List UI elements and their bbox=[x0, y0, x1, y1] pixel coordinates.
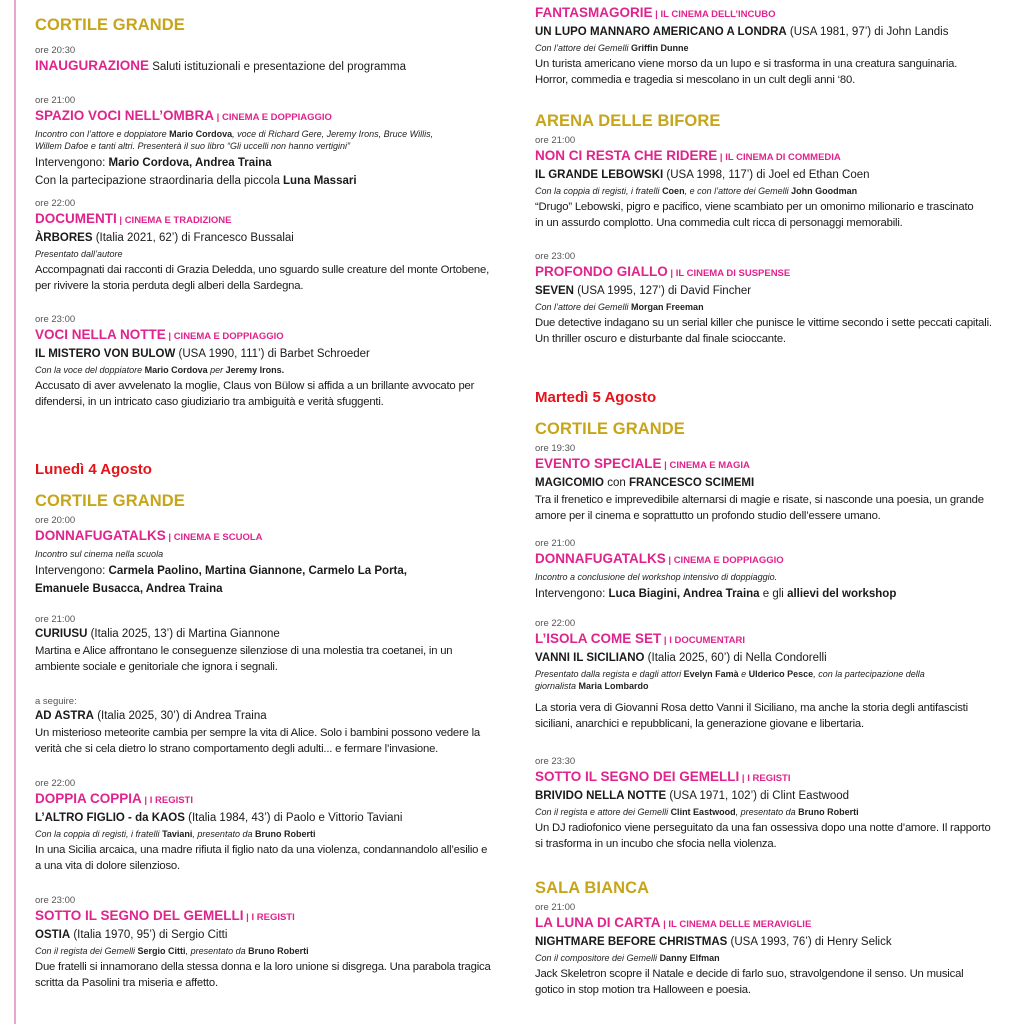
event-time: ore 22:00 bbox=[35, 778, 76, 789]
event-sotto-il-segno-brivido: ore 23:30 SOTTO IL SEGNO DEI GEMELLI | I REGISTI BRIVIDO NELLA NOTTE (USA 1971, 102’) di Clint Eastwood Con il regista e attore dei Gemelli Clint Eastwood, presentato da Bruno Roberti Un DJ radiofonico viene perseguitato da una fan ossessiva dopo una notte d’amore. Il rapporto si trasforma in un incubo che sfocia nella violenza. bbox=[535, 756, 1005, 852]
film-title: IL MISTERO VON BULOW (USA 1990, 111’) di Barbet Schroeder bbox=[35, 348, 370, 360]
event-title: NON CI RESTA CHE RIDERE bbox=[535, 148, 718, 163]
film-title: ÀRBORES (Italia 2021, 62’) di Francesco Bussalai bbox=[35, 232, 294, 244]
event-credit: Con la voce del doppiatore Mario Cordova per Jeremy Irons. bbox=[35, 365, 285, 375]
event-voci-nella-notte: ore 23:00 VOCI NELLA NOTTE | CINEMA E DOPPIAGGIO IL MISTERO VON BULOW (USA 1990, 111’) di Barbet Schroeder Con la voce del doppiatore Mario Cordova per Jeremy Irons. Accusato di aver avvelenato la moglie, Claus von Bülow si affida a un brillante avvocato per difendersi, in un intricato caso giudiziario tra ambiguità e verità sfuggenti. bbox=[35, 314, 505, 410]
film-title: OSTIA (Italia 1970, 95’) di Sergio Citti bbox=[35, 929, 228, 941]
event-credit: Con l’attore dei Gemelli Morgan Freeman bbox=[535, 302, 704, 312]
event-time: ore 22:00 bbox=[535, 618, 576, 629]
event-description: Saluti istituzionali e presentazione del programma bbox=[149, 61, 406, 73]
event-title: FANTASMAGORIE bbox=[535, 5, 653, 20]
venue-heading: CORTILE GRANDE bbox=[535, 420, 685, 438]
event-title: SOTTO IL SEGNO DEL GEMELLI bbox=[35, 908, 244, 923]
event-title: DOCUMENTI bbox=[35, 211, 117, 226]
event-speakers: Intervengono: Luca Biagini, Andrea Traina e gli allievi del workshop bbox=[535, 588, 897, 600]
film-title: VANNI IL SICILIANO (Italia 2025, 60’) di Nella Condorelli bbox=[535, 652, 827, 664]
film-title: IL GRANDE LEBOWSKI (USA 1998, 117’) di Joel ed Ethan Coen bbox=[535, 169, 870, 181]
event-time: ore 20:30 bbox=[35, 45, 76, 56]
film-title: SEVEN (USA 1995, 127’) di David Fincher bbox=[535, 285, 752, 297]
film-synopsis: “Drugo” Lebowski, pigro e pacifico, viene scambiato per un omonimo milionario e trascinato in un assurdo complotto. Una commedia cult ricca di personaggi memorabili. bbox=[535, 201, 974, 229]
event-category: IL CINEMA DELLE MERAVIGLIE bbox=[668, 919, 812, 930]
event-credit: Con la coppia di registi, i fratelli Taviani, presentato da Bruno Roberti bbox=[35, 829, 316, 839]
event-category: IL CINEMA DI SUSPENSE bbox=[675, 268, 791, 279]
film-synopsis: Martina e Alice affrontano le conseguenze silenziose di una molestia tra coetanei, in un ambiente sociale e genitoriale che ignora i segnali. bbox=[35, 645, 453, 673]
event-category: CINEMA E DOPPIAGGIO bbox=[673, 555, 784, 566]
film-title: BRIVIDO NELLA NOTTE (USA 1971, 102’) di Clint Eastwood bbox=[535, 790, 850, 802]
film-title: UN LUPO MANNARO AMERICANO A LONDRA (USA 1981, 97’) di John Landis bbox=[535, 26, 949, 38]
film-title: AD ASTRA (Italia 2025, 30’) di Andrea Traina bbox=[35, 710, 267, 722]
event-credit: Presentato dalla regista e dagli attori Evelyn Famà e Ulderico Pesce, con la partecipazione della giornalista Maria Lombardo bbox=[535, 669, 925, 691]
event-category: IL CINEMA DELL’INCUBO bbox=[660, 9, 776, 20]
event-profondo-giallo: ore 23:00 PROFONDO GIALLO | IL CINEMA DI SUSPENSE SEVEN (USA 1995, 127’) di David Fincher Con l’attore dei Gemelli Morgan Freeman Due detective indagano su un serial killer che punisce le vittime secondo i sette peccati capitali. Un thriller oscuro e disturbante dal finale scioccante. bbox=[535, 251, 1005, 347]
category-separator: | bbox=[214, 112, 222, 123]
event-title: L’ISOLA COME SET bbox=[535, 631, 662, 646]
event-title: DONNAFUGATALKS bbox=[535, 551, 666, 566]
event-special-guest: Con la partecipazione straordinaria della piccola Luna Massari bbox=[35, 175, 357, 187]
event-speakers: Intervengono: Mario Cordova, Andrea Traina bbox=[35, 157, 272, 169]
event-category: CINEMA E TRADIZIONE bbox=[124, 215, 232, 226]
event-doppia-coppia: ore 22:00 DOPPIA COPPIA | I REGISTI L’ALTRO FIGLIO - da KAOS (Italia 1984, 43’) di Paolo e Vittorio Taviani Con la coppia di registi, i fratelli Taviani, presentato da Bruno Roberti In una Sicilia arcaica, una madre rifiuta il figlio nato da una violenza, condannandolo all’esilio e a una vita di dolore silenzioso. bbox=[35, 778, 505, 874]
event-category: IL CINEMA DI COMMEDIA bbox=[725, 152, 841, 163]
film-synopsis: Due detective indagano su un serial killer che punisce le vittime secondo i sette peccati capitali. Un thriller oscuro e disturbante dal finale scioccante. bbox=[535, 317, 992, 345]
event-time: ore 21:00 bbox=[35, 95, 76, 106]
event-credit: Presentato dall’autore bbox=[35, 249, 123, 259]
film-synopsis: Due fratelli si innamorano della stessa donna e la loro unione si disgrega. Una parabola tragica scritta da Pasolini tra miseria e affetto. bbox=[35, 961, 491, 989]
event-title: SPAZIO VOCI NELL’OMBRA bbox=[35, 108, 215, 123]
event-time: ore 23:00 bbox=[35, 895, 76, 906]
event-donnafugatalks-scuola: ore 20:00 DONNAFUGATALKS | CINEMA E SCUOLA Incontro sul cinema nella scuola Intervengono: Carmela Paolino, Martina Giannone, Carmelo La Porta, Emanuele Busacca, Andrea Traina bbox=[35, 515, 505, 598]
film-title: L’ALTRO FIGLIO - da KAOS (Italia 1984, 43’) di Paolo e Vittorio Taviani bbox=[35, 812, 403, 824]
venue-heading: ARENA DELLE BIFORE bbox=[535, 112, 721, 130]
venue-heading: CORTILE GRANDE bbox=[35, 16, 185, 34]
event-speakers: Intervengono: Carmela Paolino, Martina Giannone, Carmelo La Porta, Emanuele Busacca, Andrea Traina bbox=[35, 565, 407, 595]
event-category: CINEMA E SCUOLA bbox=[173, 532, 263, 543]
event-title: INAUGURAZIONE bbox=[35, 58, 149, 73]
film-synopsis: Accompagnati dai racconti di Grazia Deledda, uno sguardo sulle creature del monte Ortobene, per rivivere la storia perduta degli alberi della Sardegna. bbox=[35, 264, 490, 292]
event-curiusu bbox=[35, 614, 505, 675]
event-time: ore 21:00 bbox=[35, 614, 76, 625]
event-category: I REGISTI bbox=[251, 912, 295, 923]
event-donnafugatalks-doppiaggio: ore 21:00 DONNAFUGATALKS | CINEMA E DOPPIAGGIO Incontro a conclusione del workshop intensivo di doppiaggio. Intervengono: Luca Biagini, Andrea Traina e gli allievi del workshop bbox=[535, 538, 1005, 603]
event-category: CINEMA E DOPPIAGGIO bbox=[173, 331, 284, 342]
event-sotto-il-segno-ostia: ore 23:00 SOTTO IL SEGNO DEL GEMELLI | I REGISTI OSTIA (Italia 1970, 95’) di Sergio Citti Con il regista dei Gemelli Sergio Citti, presentato da Bruno Roberti Due fratelli si innamorano della stessa donna e la loro unione si disgrega. Una parabola tragica scritta da Pasolini tra miseria e affetto. bbox=[35, 895, 505, 991]
event-category: I REGISTI bbox=[747, 773, 791, 784]
event-title: VOCI NELLA NOTTE bbox=[35, 327, 166, 342]
venue-heading: CORTILE GRANDE bbox=[35, 492, 185, 510]
film-synopsis: Un turista americano viene morso da un lupo e si trasforma in una creatura sanguinaria. Horror, commedia e tragedia si mescolano in un cult degli anni ‘80. bbox=[535, 58, 958, 86]
film-synopsis: Jack Skeletron scopre il Natale e decide di farlo suo, stravolgendone il senso. Un musical gotico in stop motion tra Halloween e poesia. bbox=[535, 968, 964, 996]
event-documenti: ore 22:00 DOCUMENTI | CINEMA E TRADIZIONE ÀRBORES (Italia 2021, 62’) di Francesco Bussalai Presentato dall’autore Accompagnati dai racconti di Grazia Deledda, uno sguardo sulle creature del monte Ortobene, per rivivere la storia perduta degli alberi della Sardegna. bbox=[35, 198, 505, 294]
event-spazio-voci bbox=[35, 95, 505, 190]
film-title: MAGICOMIO con FRANCESCO SCIMEMI bbox=[535, 477, 755, 489]
film-synopsis: Accusato di aver avvelenato la moglie, Claus von Bülow si affida a un brillante avvocato per difendersi, in un intricato caso giudiziario tra ambiguità e verità sfuggenti. bbox=[35, 380, 475, 408]
event-credit: Con la coppia di registi, i fratelli Coen, e con l’attore dei Gemelli John Goodman bbox=[535, 186, 858, 196]
event-non-ci-resta: ore 21:00 NON CI RESTA CHE RIDERE | IL CINEMA DI COMMEDIA IL GRANDE LEBOWSKI (USA 1998, 117’) di Joel ed Ethan Coen Con la coppia di registi, i fratelli Coen, e con l’attore dei Gemelli John Goodman “Drugo” Lebowski, pigro e pacifico, viene scambiato per un omonimo milionario e trascinato in un assurdo complotto. Una commedia cult ricca di personaggi memorabili. bbox=[535, 135, 1005, 231]
event-category: I REGISTI bbox=[149, 795, 194, 806]
venue-heading: SALA BIANCA bbox=[535, 879, 650, 897]
event-credit: Con il regista e attore dei Gemelli Clint Eastwood, presentato da Bruno Roberti bbox=[535, 807, 859, 817]
event-time: ore 19:30 bbox=[535, 443, 576, 454]
event-isola-come-set: ore 22:00 L’ISOLA COME SET | I DOCUMENTARI VANNI IL SICILIANO (Italia 2025, 60’) di Nella Condorelli Presentato dalla regista e dagli attori Evelyn Famà e Ulderico Pesce, con la partecipazione della giornalista Maria Lombardo La storia vera di Giovanni Rosa detto Vanni il Siciliano, ma anche la storia degli antifascisti siciliani, anarchici e repubblicani, la generazione giovane e libertaria. bbox=[535, 618, 1005, 732]
event-credit: Incontro con l’attore e doppiatore Mario Cordova, voce di Richard Gere, Jeremy Irons, Bruce Willis, Willem Dafoe e tanti altri. Presenterà il suo libro “Gli uccelli non hanno vertigini” bbox=[35, 129, 434, 151]
event-time: a seguire: bbox=[35, 696, 77, 707]
event-time: ore 22:00 bbox=[35, 198, 76, 209]
event-time: ore 21:00 bbox=[535, 902, 576, 913]
event-ad-astra bbox=[35, 696, 505, 757]
event-title: DOPPIA COPPIA bbox=[35, 791, 142, 806]
day-heading: Martedì 5 Agosto bbox=[535, 389, 657, 406]
film-synopsis: La storia vera di Giovanni Rosa detto Vanni il Siciliano, ma anche la storia degli antifascisti siciliani, anarchici e repubblicani, la generazione giovane e libertaria. bbox=[535, 702, 968, 730]
day-heading: Lunedì 4 Agosto bbox=[35, 461, 152, 478]
event-category: CINEMA E DOPPIAGGIO bbox=[221, 112, 332, 123]
event-category: I DOCUMENTARI bbox=[669, 635, 746, 646]
event-title: DONNAFUGATALKS bbox=[35, 528, 166, 543]
event-luna-di-carta: ore 21:00 LA LUNA DI CARTA | IL CINEMA DELLE MERAVIGLIE NIGHTMARE BEFORE CHRISTMAS (USA 1993, 76’) di Henry Selick Con il compositore dei Gemelli Danny Elfman Jack Skeletron scopre il Natale e decide di farlo suo, stravolgendone il senso. Un musical gotico in stop motion tra Halloween e poesia. bbox=[535, 902, 1005, 998]
event-title: SOTTO IL SEGNO DEI GEMELLI bbox=[535, 769, 740, 784]
film-title: NIGHTMARE BEFORE CHRISTMAS (USA 1993, 76’) di Henry Selick bbox=[535, 936, 892, 948]
film-synopsis: Un DJ radiofonico viene perseguitato da una fan ossessiva dopo una notte d’amore. Il rapporto si trasforma in un incubo che sfocia nella violenza. bbox=[535, 822, 991, 850]
event-credit: Incontro a conclusione del workshop intensivo di doppiaggio. bbox=[535, 572, 778, 582]
event-credit: Con il regista dei Gemelli Sergio Citti, presentato da Bruno Roberti bbox=[35, 946, 309, 956]
film-title: CURIUSU (Italia 2025, 13’) di Martina Giannone bbox=[35, 628, 280, 640]
event-title: PROFONDO GIALLO bbox=[535, 264, 668, 279]
event-time: ore 21:00 bbox=[535, 135, 576, 146]
film-synopsis: Tra il frenetico e imprevedibile alternarsi di magie e risate, si nasconde una poesia, un grande amore per il cinema e soprattutto un profondo studio dell’essere umano. bbox=[535, 494, 984, 522]
event-title: LA LUNA DI CARTA bbox=[535, 915, 661, 930]
event-credit: Con l’attore dei Gemelli Griffin Dunne bbox=[535, 43, 689, 53]
left-margin-rule bbox=[14, 0, 16, 1024]
event-credit: Con il compositore dei Gemelli Danny Elfman bbox=[535, 953, 720, 963]
film-synopsis: In una Sicilia arcaica, una madre rifiuta il figlio nato da una violenza, condannandolo all’esilio e a una vita di dolore silenzioso. bbox=[35, 844, 488, 872]
film-synopsis: Un misterioso meteorite cambia per sempre la vita di Alice. Solo i bambini possono vedere la verità che si cela dietro lo strano comportamento degli adulti... e fermare l’invasione. bbox=[35, 727, 480, 755]
event-title: EVENTO SPECIALE bbox=[535, 456, 662, 471]
event-time: ore 23:00 bbox=[535, 251, 576, 262]
event-fantasmagorie: FANTASMAGORIE | IL CINEMA DELL’INCUBO UN LUPO MANNARO AMERICANO A LONDRA (USA 1981, 97’) di John Landis Con l’attore dei Gemelli Griffin Dunne Un turista americano viene morso da un lupo e si trasforma in una creatura sanguinaria. Horror, commedia e tragedia si mescolano in un cult degli anni ‘80. bbox=[535, 4, 1005, 88]
event-time: ore 23:30 bbox=[535, 756, 576, 767]
event-time: ore 23:00 bbox=[35, 314, 76, 325]
event-category: CINEMA E MAGIA bbox=[669, 460, 750, 471]
event-credit: Incontro sul cinema nella scuola bbox=[35, 549, 164, 559]
event-time: ore 21:00 bbox=[535, 538, 576, 549]
event-inaugurazione bbox=[35, 45, 505, 76]
event-evento-speciale: ore 19:30 EVENTO SPECIALE | CINEMA E MAGIA MAGICOMIO con FRANCESCO SCIMEMI Tra il frenetico e imprevedibile alternarsi di magie e risate, si nasconde una poesia, un grande amore per il cinema e soprattutto un profondo studio dell’essere umano. bbox=[535, 443, 1005, 524]
event-time: ore 20:00 bbox=[35, 515, 76, 526]
